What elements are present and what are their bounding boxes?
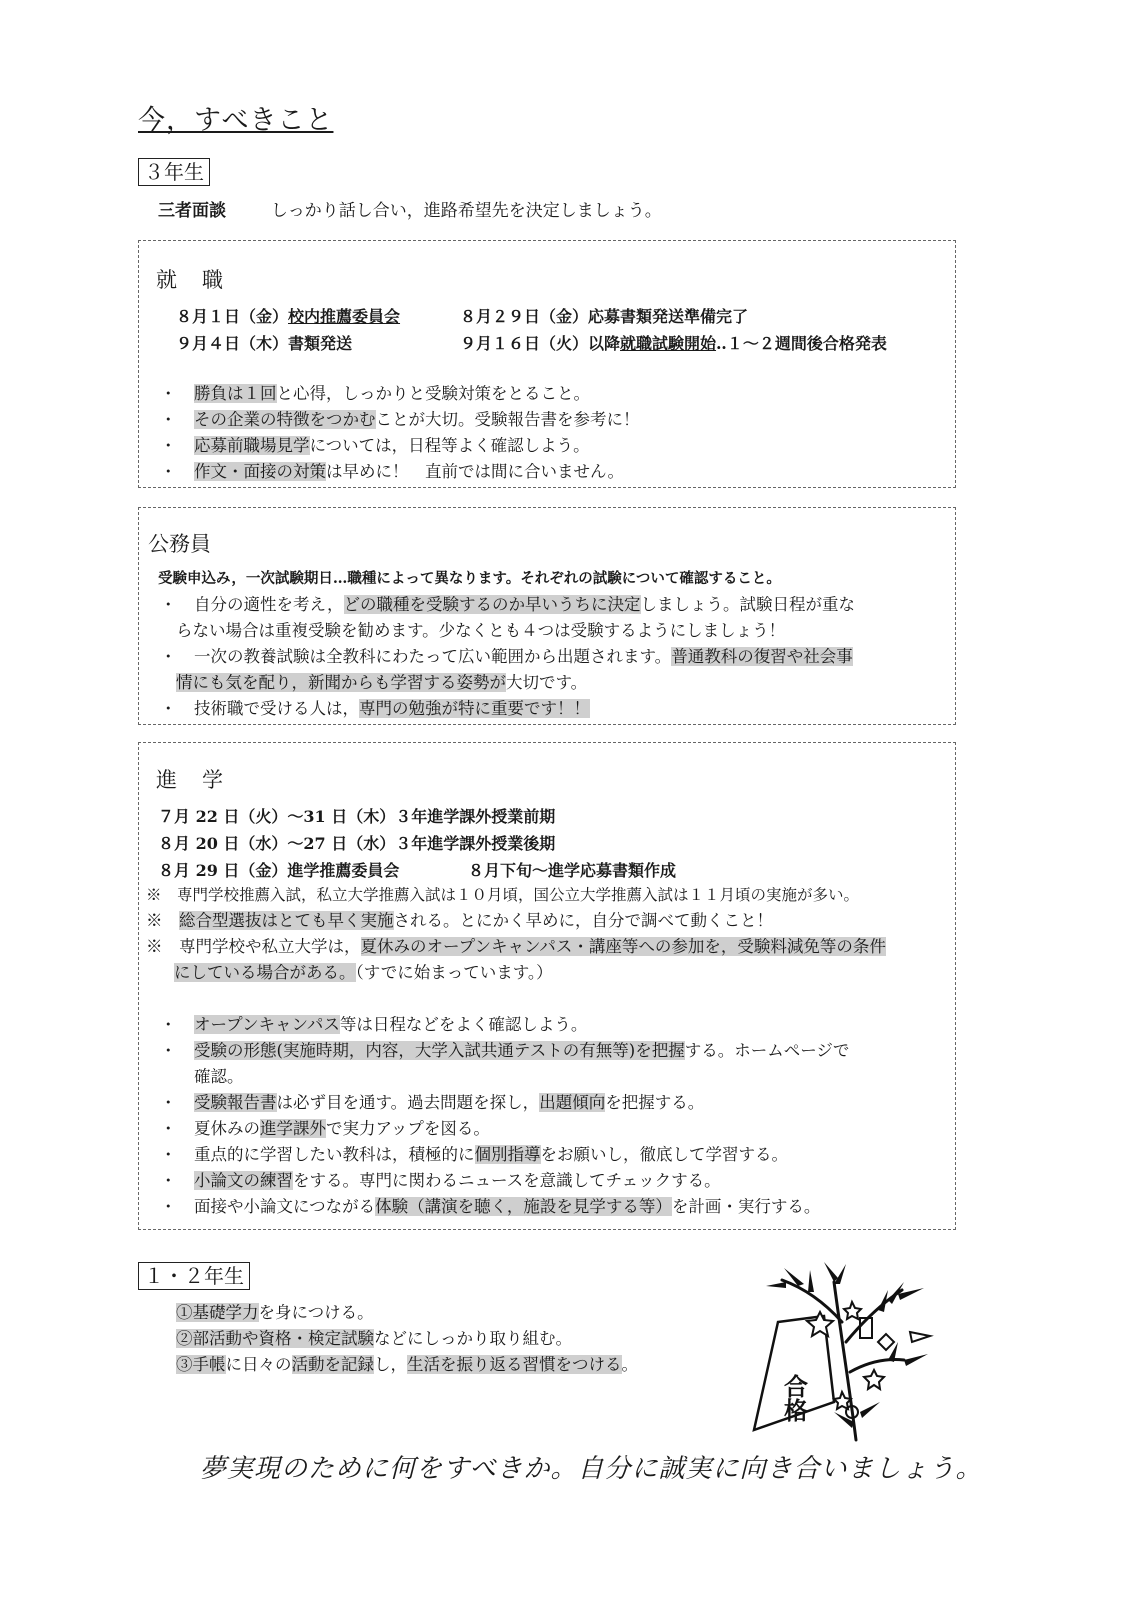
advance-date-1: ７月 22 日（火）～31 日（木）３年進学課外授業前期 <box>158 807 556 826</box>
employment-date-row-1: ８月１日（金）校内推薦委員会 <box>176 307 401 326</box>
tanabata-illustration <box>738 1262 938 1442</box>
grade12-item-3: ③手帳に日々の活動を記録し，生活を振り返る習慣をつける。 <box>176 1355 638 1374</box>
civil-bullet-2-cont: 情にも気を配り，新聞からも学習する姿勢が大切です。 <box>176 673 588 692</box>
advance-bullet-2-cont: 確認。 <box>194 1067 244 1086</box>
grade3-label: ３年生 <box>138 158 210 186</box>
employment-heading: 就 職 <box>156 268 225 292</box>
advance-bullet-3: ・ 受験報告書は必ず目を通す。過去問題を探し，出題傾向を把握する。 <box>160 1093 705 1112</box>
civil-bullet-1-cont: らない場合は重複受験を勧めます。少なくとも４つは受験するようにしましょう！ <box>176 621 786 640</box>
employment-date-row-2b: ９月１６日（火）以降就職試験開始‥１～２週間後合格発表 <box>460 334 887 353</box>
grade12-item-2: ②部活動や資格・検定試験などにしっかり取り組む。 <box>176 1329 572 1348</box>
page-title: 今，すべきこと <box>138 105 334 136</box>
civil-bullet-3: ・ 技術職で受ける人は，専門の勉強が特に重要です！！ <box>160 699 590 718</box>
advance-note-1: ※ 専門学校推薦入試，私立大学推薦入試は１０月頃，国公立大学推薦入試は１１月頃の実施が多い。 <box>146 886 860 904</box>
suisen-committee: 校内推薦委員会 <box>288 307 401 326</box>
advance-date-3a: ８月 29 日（金）進学推薦委員会 <box>158 861 400 880</box>
employment-bullet-1: ・ 勝負は１回と心得，しっかりと受験対策をとること。 <box>160 384 590 403</box>
advance-bullet-6: ・ 小論文の練習をする。専門に関わるニュースを意識してチェックする。 <box>160 1171 721 1190</box>
advance-heading: 進 学 <box>156 768 225 792</box>
advance-date-3b: ８月下旬～進学応募書類作成 <box>468 861 677 880</box>
sansha-line <box>158 200 662 222</box>
advance-bullet-2: ・ 受験の形態(実施時期，内容，大学入試共通テストの有無等)を把握する。ホームページで <box>160 1041 850 1060</box>
exam-start: 就職試験開始 <box>620 334 717 353</box>
advance-date-2: ８月 20 日（水）～27 日（水）３年進学課外授業後期 <box>158 834 556 853</box>
advance-bullet-1: ・ オープンキャンパス等は日程などをよく確認しよう。 <box>160 1015 588 1034</box>
tanzaku-text: 合格 <box>779 1374 809 1422</box>
civil-bullet-1: ・ 自分の適性を考え，どの職種を受験するのか早いうちに決定しましょう。試験日程が重な <box>160 595 855 614</box>
advance-note-2: ※ 総合型選抜はとても早く実施される。とにかく早めに，自分で調べて動くこと！ <box>146 911 773 930</box>
employment-date-row-1b: ８月２９日（金）応募書類発送準備完了 <box>460 307 749 326</box>
civil-heading: 公務員 <box>148 532 211 556</box>
grade12-label: １・２年生 <box>138 1262 250 1290</box>
employment-date-row-2: ９月４日（木）書類発送 <box>176 334 353 353</box>
advance-bullet-7: ・ 面接や小論文につながる体験（講演を聴く，施設を見学する等）を計画・実行する。 <box>160 1197 821 1216</box>
employment-bullet-2: ・ その企業の特徴をつかむことが大切。受験報告書を参考に！ <box>160 410 640 429</box>
footer-message: 夢実現のために何をすべきか。自分に誠実に向き合いましょう。 <box>200 1454 983 1484</box>
civil-note: 受験申込み，一次試験期日…職種によって異なります。それぞれの試験について確認すること。 <box>158 570 781 587</box>
employment-bullet-4: ・ 作文・面接の対策は早めに！ 直前では間に合いません。 <box>160 462 624 481</box>
employment-bullet-3: ・ 応募前職場見学については，日程等よく確認しよう。 <box>160 436 590 455</box>
sansha-label: 三者面談 <box>158 201 226 221</box>
civil-bullet-2: ・ 一次の教養試験は全教科にわたって広い範囲から出題されます。普通教科の復習や社会事 <box>160 647 853 666</box>
advance-bullet-4: ・ 夏休みの進学課外で実力アップを図る。 <box>160 1119 490 1138</box>
sansha-text: しっかり話し合い，進路希望先を決定しましょう。 <box>270 201 662 221</box>
advance-note-3-cont: にしている場合がある。（すでに始まっています。） <box>174 963 553 982</box>
advance-bullet-5: ・ 重点的に学習したい教科は，積極的に個別指導をお願いし，徹底して学習する。 <box>160 1145 788 1164</box>
advance-note-3: ※ 専門学校や私立大学は，夏休みのオープンキャンパス・講座等への参加を，受験料減免等の条件 <box>146 937 886 956</box>
grade12-item-1: ①基礎学力を身につける。 <box>176 1303 374 1322</box>
